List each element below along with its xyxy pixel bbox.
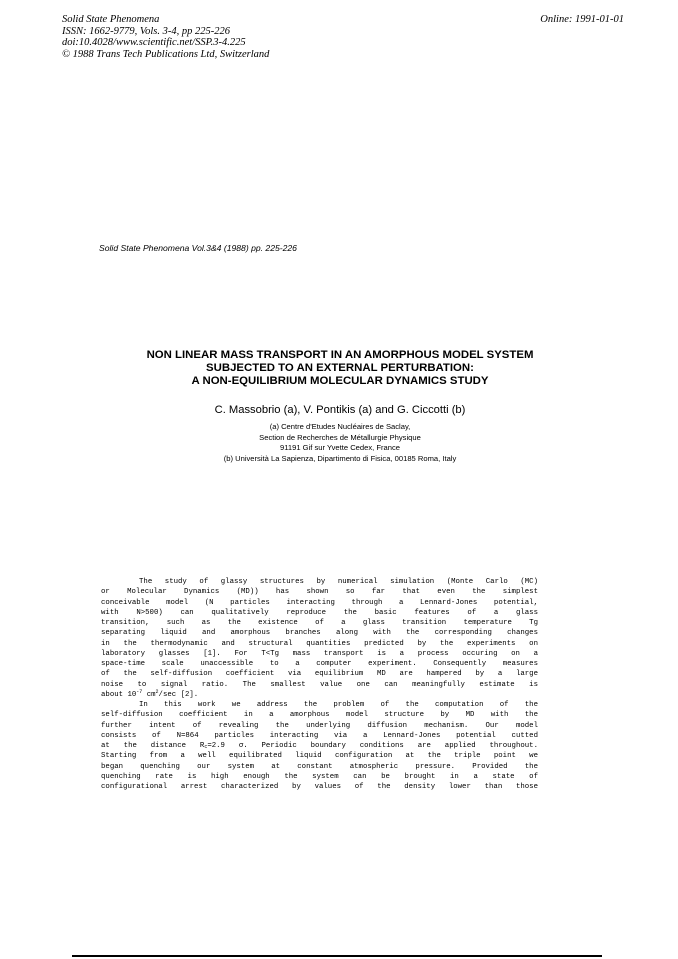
body-line: laboratory glasses [1]. For T<Tg mass transport is a process occuring on a	[101, 649, 538, 658]
affiliation-line: Section de Recherches de Métallurgie Physique	[259, 432, 421, 442]
body-line: configurational arrest characterized by values of the density lower than those	[101, 783, 538, 791]
body-line: or Molecular Dynamics (MD)) has shown so far that even the simplest	[101, 588, 538, 597]
body-line: Starting from a well equilibrated liquid configuration at the triple point we	[101, 752, 538, 761]
body-line: In this work we address the problem of the computation of the	[139, 701, 538, 709]
author-list: C. Massobrio (a), V. Pontikis (a) and G. Ciccotti (b)	[214, 404, 466, 416]
journal-name: Solid State Phenomena	[62, 14, 160, 25]
body-line: of the self-diffusion coefficient via equilibrium MD are hampered by a large	[101, 670, 538, 679]
online-date: Online: 1991-01-01	[540, 14, 624, 25]
body-line: quenching rate is high enough the system can be brought in a state of	[101, 772, 538, 781]
body-line: began quenching our system at constant atmospheric pressure. Provided the	[101, 762, 538, 771]
journal-reference: Solid State Phenomena Vol.3&4 (1988) pp. 225-226	[99, 243, 297, 253]
body-line: self-diffusion coefficient in a amorphous model structure by MD with the	[101, 711, 538, 720]
body-line: separating liquid and amorphous branches along with the corresponding changes	[101, 629, 538, 638]
title-line-3: A NON-EQUILIBRIUM MOLECULAR DYNAMICS STUDY	[191, 375, 489, 387]
body-line: conceivable model (N particles interacting through a Lennard-Jones potential,	[101, 598, 538, 607]
body-line: space-time scale unaccessible to a computer experiment. Consequently measures	[101, 660, 538, 668]
affiliation-line: (a) Centre d'Etudes Nucléaires de Saclay,	[269, 422, 411, 431]
body-line: further intent of revealing the underlying diffusion mechanism. Our model	[101, 721, 538, 730]
affiliations	[60, 422, 620, 464]
doi-line[interactable]: doi:10.4028/www.scientific.net/SSP.3-4.225	[62, 37, 246, 48]
body-line: consists of N=864 particles interacting via a Lennard-Jones potential cutted	[101, 731, 538, 740]
issn-line: ISSN: 1662-9779, Vols. 3-4, pp 225-226	[62, 25, 230, 37]
affiliation-line: 91191 Gif sur Yvette Cedex, France	[279, 443, 401, 453]
title-line-2: SUBJECTED TO AN EXTERNAL PERTURBATION:	[206, 362, 474, 374]
title-line-1: NON LINEAR MASS TRANSPORT IN AN AMORPHOUS MODEL SYSTEM	[146, 349, 534, 361]
body-line: The study of glassy structures by numerical simulation (Monte Carlo (MC)	[139, 578, 538, 586]
body-line: with N>500) can qualitatively reproduce the basic features of a glass	[101, 608, 538, 617]
publication-header	[62, 14, 269, 60]
paper-title	[60, 349, 620, 388]
body-line: at the distance $R_c=2.9$ σ. Periodic boundary conditions are applied throughout.	[101, 742, 538, 750]
body-line: noise to signal ratio. The smallest value one can meaningfully estimate is	[101, 680, 538, 689]
affiliation-line: (b) Università La Sapienza, Dipartimento di Fisica, 00185 Roma, Italy	[223, 453, 457, 463]
body-line: transition, such as the existence of a glass transition temperature Tg	[101, 619, 538, 627]
body-line: in the thermodynamic and structural quantities predicted by the experiments on	[101, 639, 538, 648]
page-bottom-rule	[72, 955, 602, 957]
body-text	[101, 577, 538, 792]
body-line: about $10^{-7}$ $cm^2/\sec$ [2].	[101, 688, 199, 699]
copyright-line: © 1988 Trans Tech Publications Ltd, Switzerland	[62, 48, 270, 60]
